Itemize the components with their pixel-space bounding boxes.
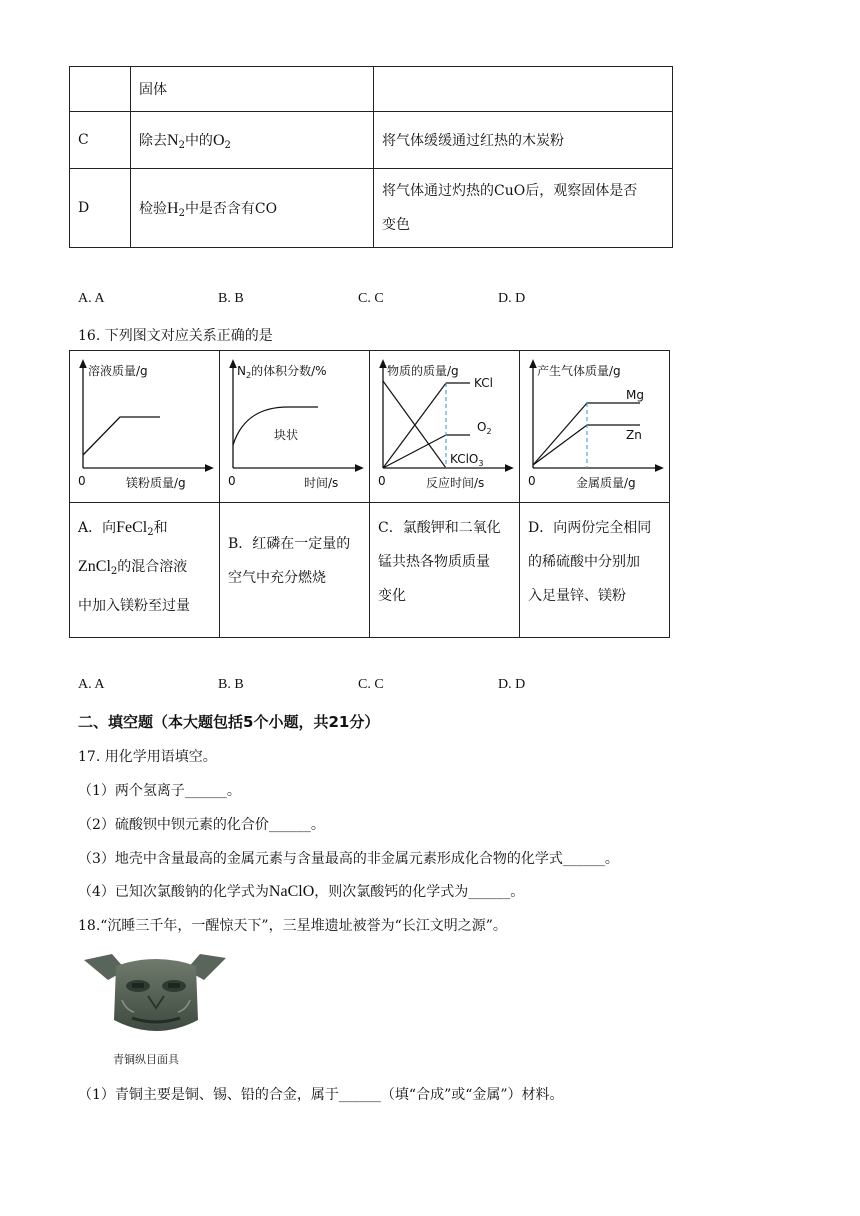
series-mg-label: Mg	[626, 388, 644, 402]
desc-b: B．红磷在一定量的 空气中充分燃烧	[220, 503, 370, 638]
series-zn-label: Zn	[626, 428, 642, 442]
q15-options	[78, 291, 638, 307]
q15-table	[69, 66, 673, 248]
x-label: 金属质量/g	[576, 476, 636, 490]
q15-method: 将气体通过灼热的CuO后，观察固体是否 变色	[374, 169, 673, 248]
series-kcl-label: KCl	[474, 376, 493, 390]
q15-row-label: D	[70, 169, 131, 248]
q18-stem: 18.“沉睡三千年，一醒惊天下”，三星堆遗址被誉为“长江文明之源”。	[78, 918, 507, 934]
graph-d	[520, 351, 669, 498]
graph-d-cell	[520, 351, 670, 503]
option-b[interactable]: B. B	[218, 291, 244, 306]
q16-table	[69, 350, 670, 638]
series-o2-label: $O_2$	[477, 420, 492, 436]
q15-cell	[70, 67, 131, 112]
o2-line	[383, 435, 446, 468]
graph-b	[220, 351, 369, 498]
graph-a	[70, 351, 219, 498]
series-kclo3-label: KClO$_3$	[450, 452, 484, 468]
q17-stem: 17. 用化学用语填空。	[78, 749, 217, 765]
bronze-mask-image	[82, 950, 228, 1042]
q17-item-2: （2）硫酸钡中钡元素的化合价______。	[78, 817, 325, 833]
image-caption: 青铜纵目面具	[113, 1053, 179, 1066]
option-d[interactable]: D. D	[498, 677, 526, 692]
option-c[interactable]: C. C	[358, 677, 384, 692]
x-label: 反应时间/s	[426, 476, 485, 490]
desc-c: C．氯酸钾和二氧化 锰共热各物质质量 变化	[370, 503, 520, 638]
q15-cell	[374, 67, 673, 112]
desc-a: A．向FeCl$_2$和 ZnCl$_2$的混合溶液 中加入镁粉至过量	[70, 503, 220, 638]
graph-b-cell	[220, 351, 370, 503]
y-label: 物质的质量/g	[387, 364, 459, 378]
section-heading: 二、填空题（本大题包括5个小题，共21分）	[78, 713, 380, 731]
y-label: $N_2$的体积分数/%	[237, 364, 327, 380]
option-a[interactable]: A. A	[78, 677, 105, 692]
q15-purpose: 除去$N_2$中的$O_2$	[131, 112, 374, 169]
option-c[interactable]: C. C	[358, 291, 384, 306]
x-label: 时间/s	[304, 476, 339, 490]
q17-item-1: （1）两个氢离子______。	[78, 783, 241, 799]
q15-row-label: C	[70, 112, 131, 169]
option-a[interactable]: A. A	[78, 291, 105, 306]
q16-stem: 16. 下列图文对应关系正确的是	[78, 328, 273, 344]
option-d[interactable]: D. D	[498, 291, 526, 306]
graph-a-cell	[70, 351, 220, 503]
q15-purpose: 检验$H_2$中是否含有CO	[131, 169, 374, 248]
q17-item-3: （3）地壳中含量最高的金属元素与含量最高的非金属元素形成化合物的化学式______。	[78, 851, 619, 867]
q17-item-4: （4）已知次氯酸钠的化学式为NaClO，则次氯酸钙的化学式为______。	[78, 883, 525, 900]
origin: 0	[378, 474, 386, 488]
q18-item-1: （1）青铜主要是铜、锡、铅的合金，属于______（填“合成”或“金属”）材料。	[78, 1087, 564, 1103]
origin: 0	[78, 474, 86, 488]
curve	[83, 417, 160, 455]
q16-options	[78, 677, 638, 693]
desc-d: D．向两份完全相同 的稀硫酸中分别加 入足量锌、镁粉	[520, 503, 670, 638]
q15-cell: 固体	[131, 67, 374, 112]
x-label: 镁粉质量/g	[126, 476, 186, 490]
origin: 0	[528, 474, 536, 488]
y-label: 溶液质量/g	[88, 364, 148, 378]
graph-c-cell	[370, 351, 520, 503]
q15-method: 将气体缓缓通过红热的木炭粉	[374, 112, 673, 169]
graph-c	[370, 351, 519, 498]
option-b[interactable]: B. B	[218, 677, 244, 692]
origin: 0	[228, 474, 236, 488]
note-label: 块状	[274, 428, 299, 442]
y-label: 产生气体质量/g	[537, 364, 621, 378]
